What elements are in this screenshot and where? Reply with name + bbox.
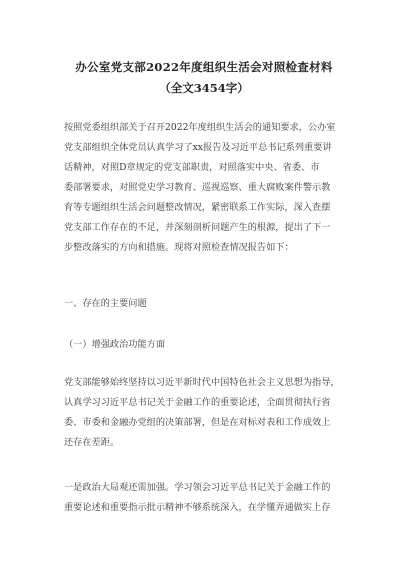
paragraph-line: 重要论述和重要指示批示精神不够系统深入，在学懂弄通做实上存 xyxy=(64,502,331,513)
paragraph-line: 还存在差距。 xyxy=(64,437,120,448)
document-title: 办公室党支部2022年度组织生活会对照检查材料 xyxy=(75,60,333,74)
paragraph-line: 育等专题组织生活会问题整改情况，紧密联系工作实际，深入查摆 xyxy=(64,202,331,213)
paragraph-line: 话精神，对照D章规定的党支部职责，对照落实中央、省委、市 xyxy=(64,162,320,173)
paragraph-line: 党支部能够始终坚持以习近平新时代中国特色社会主义思想为指导， xyxy=(64,377,340,388)
paragraph-line: 党支部工作存在的不足，并深刻剖析问题产生的根源，提出了下一 xyxy=(64,222,331,233)
paragraph-line: 一是政治大局观还需加强。学习领会习近平总书记关于金融工作的 xyxy=(64,482,331,493)
body-paragraph xyxy=(64,478,356,518)
paragraph-line: 步整改落实的方向和措施。现将对照检查情况报告如下： xyxy=(64,242,294,253)
paragraph-line: 党支部组织全体党员认真学习了xx报告及习近平总书记系列重要讲 xyxy=(64,142,332,153)
subsection-heading: （一）增强政治功能方面 xyxy=(64,339,166,350)
body-paragraph xyxy=(64,373,356,453)
paragraph-line: 认真学习习近平总书记关于金融工作的重要论述，全面贯彻执行省 xyxy=(64,397,331,408)
section-heading: 一、存在的主要问题 xyxy=(64,298,147,309)
paragraph-line: 委部署要求，对照党史学习教育、巡视巡察、重大腐败案件警示教 xyxy=(64,182,331,193)
paragraph-line: 委、市委和金融办党组的决策部署，但是在对标对表和工作成效上 xyxy=(64,417,331,428)
document-subtitle: （全文3454字） xyxy=(159,81,249,95)
paragraph-line: 按照党委组织部关于召开2022年度组织生活会的通知要求，公办室 xyxy=(64,122,336,133)
intro-paragraph xyxy=(64,118,356,258)
